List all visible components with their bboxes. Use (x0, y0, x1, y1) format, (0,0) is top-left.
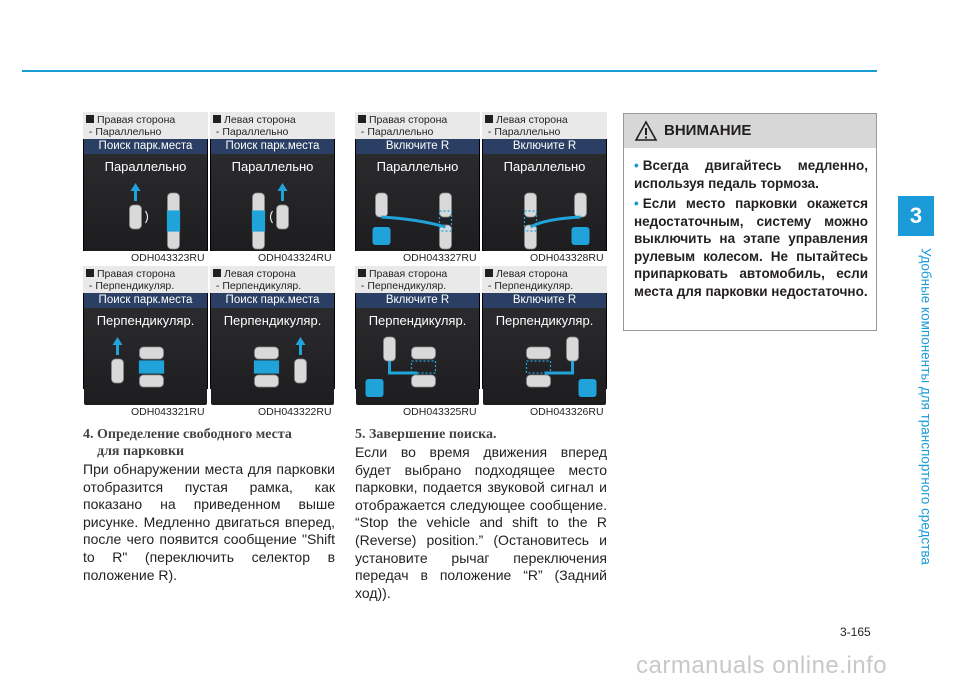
display-mode-title: Перпендикуляр. (223, 313, 322, 328)
car-icon (440, 225, 452, 249)
parking-slot (253, 211, 265, 231)
car-icon (277, 205, 289, 229)
car-icon (527, 347, 551, 359)
warning-header (624, 114, 876, 148)
figure-code: ODH043322RU (258, 406, 332, 418)
figure-label: Правая сторона - Перпендикуляр. (86, 268, 175, 292)
car-icon (130, 205, 142, 229)
chapter-number-tab: 3 (898, 196, 934, 236)
figure-code: ODH043327RU (403, 252, 477, 264)
figure-label: Правая сторона - Параллельно (86, 114, 175, 138)
forward-arrow-head (113, 337, 123, 345)
car-icon (440, 193, 452, 217)
reverse-arrow (382, 217, 446, 227)
watermark: carmanuals online.info (636, 652, 888, 679)
figure-code: ODH043321RU (131, 406, 205, 418)
parking-display (84, 293, 207, 405)
parking-slot (140, 361, 164, 373)
parking-display (84, 139, 207, 251)
section4-heading: 4. Определение свободного места для парковки (83, 427, 292, 459)
display-status-bar: Включите R (356, 139, 479, 154)
parking-scene (211, 293, 334, 405)
parking-display (356, 139, 479, 251)
car-icon (575, 193, 587, 217)
section4-body: При обнаружении места для парковки отобразится пустая рамка, как показано на приведенном выше рисунке. Медленно двигаться вперед, после чего появится сообщение "Shift to R" (переключить селектор в положение R). (83, 461, 335, 583)
top-rule (22, 70, 877, 72)
car-icon (412, 375, 436, 387)
forward-arrow-head (278, 183, 288, 191)
parking-display (356, 293, 479, 405)
reverse-r-icon (572, 227, 590, 245)
display-mode-title: Параллельно (231, 159, 314, 174)
figure-code: ODH043326RU (530, 406, 604, 418)
display-mode-title: Перпендикуляр. (495, 313, 594, 328)
display-status-bar: Включите R (483, 293, 606, 308)
car-icon (140, 347, 164, 359)
display-status-bar: Поиск парк.места (211, 293, 334, 308)
forward-arrow-head (296, 337, 306, 345)
display-mode-title: Перпендикуляр. (96, 313, 195, 328)
display-mode-title: Параллельно (503, 159, 586, 174)
parking-slot (168, 211, 180, 231)
car-icon (525, 193, 537, 217)
figure-label: Левая сторона - Перпендикуляр. (485, 268, 573, 292)
parking-scene (84, 139, 207, 251)
car-icon (525, 225, 537, 249)
warning-triangle-icon (634, 120, 658, 142)
figure-code: ODH043323RU (131, 252, 205, 264)
car-icon (527, 375, 551, 387)
parking-scene (356, 139, 479, 251)
warning-item: • Всегда двигайтесь медленно, используя педаль тормоза. (634, 158, 868, 191)
sensor-wave-icon (271, 211, 273, 223)
warning-box (623, 113, 877, 331)
warning-title: ВНИМАНИЕ (664, 122, 752, 139)
figure-label: Левая сторона - Перпендикуляр. (213, 268, 301, 292)
display-mode-title: Параллельно (376, 159, 459, 174)
figure-label: Правая сторона - Параллельно (358, 114, 447, 138)
car-icon (255, 347, 279, 359)
figure-label: Правая сторона - Перпендикуляр. (358, 268, 447, 292)
display-status-bar: Включите R (483, 139, 606, 154)
warning-item: • Если место парковки окажется недостаточным, систему можно выключить на этапе управления рулевым колесом. Не пытайтесь припарковать автомобиль, если места для парковки недостаточно. (634, 196, 868, 299)
display-status-bar: Включите R (356, 293, 479, 308)
chapter-title-vertical (916, 248, 936, 578)
parking-display (483, 293, 606, 405)
car-icon (255, 375, 279, 387)
parking-slot (412, 361, 436, 373)
display-status-bar: Поиск парк.места (211, 139, 334, 154)
parking-slot (255, 361, 279, 373)
figure-code: ODH043325RU (403, 406, 477, 418)
parking-scene (211, 139, 334, 251)
reverse-arrow (545, 361, 573, 373)
display-mode-title: Перпендикуляр. (368, 313, 467, 328)
display-mode-title: Параллельно (104, 159, 187, 174)
car-icon (295, 359, 307, 383)
parking-scene (483, 293, 606, 405)
parking-display (483, 139, 606, 251)
chapter-title: Удобные компоненты для транспортного средства (918, 248, 934, 565)
figure-code: ODH043328RU (530, 252, 604, 264)
parking-scene (356, 293, 479, 405)
car-icon (376, 193, 388, 217)
parking-display (211, 293, 334, 405)
reverse-r-icon (366, 379, 384, 397)
figure-code: ODH043324RU (258, 252, 332, 264)
car-icon (384, 337, 396, 361)
parking-display (211, 139, 334, 251)
figure-label: Левая сторона - Параллельно (485, 114, 568, 138)
parking-scene (483, 139, 606, 251)
reverse-r-icon (373, 227, 391, 245)
car-icon (412, 347, 436, 359)
car-icon (567, 337, 579, 361)
page-number: 3-165 (840, 625, 871, 639)
parking-slot (527, 361, 551, 373)
section5-body: Если во время движения вперед будет выбрано подходящее место парковки, подается звуковой сигнал и отображается следующее сообщение. “Stop the vehicle and shift to the R (Reverse) position.” (Остановитесь и установите рычаг переключения передач в положение “R” (Задний ход)). (355, 444, 607, 601)
parking-scene (84, 293, 207, 405)
display-status-bar: Поиск парк.места (84, 139, 207, 154)
car-icon (140, 375, 164, 387)
reverse-arrow (390, 361, 418, 373)
figure-label: Левая сторона - Параллельно (213, 114, 296, 138)
forward-arrow-head (131, 183, 141, 191)
section5-heading: 5. Завершение поиска. (355, 427, 497, 442)
sensor-wave-icon (146, 211, 148, 223)
reverse-r-icon (579, 379, 597, 397)
reverse-arrow (531, 217, 581, 227)
display-status-bar: Поиск парк.места (84, 293, 207, 308)
car-icon (112, 359, 124, 383)
